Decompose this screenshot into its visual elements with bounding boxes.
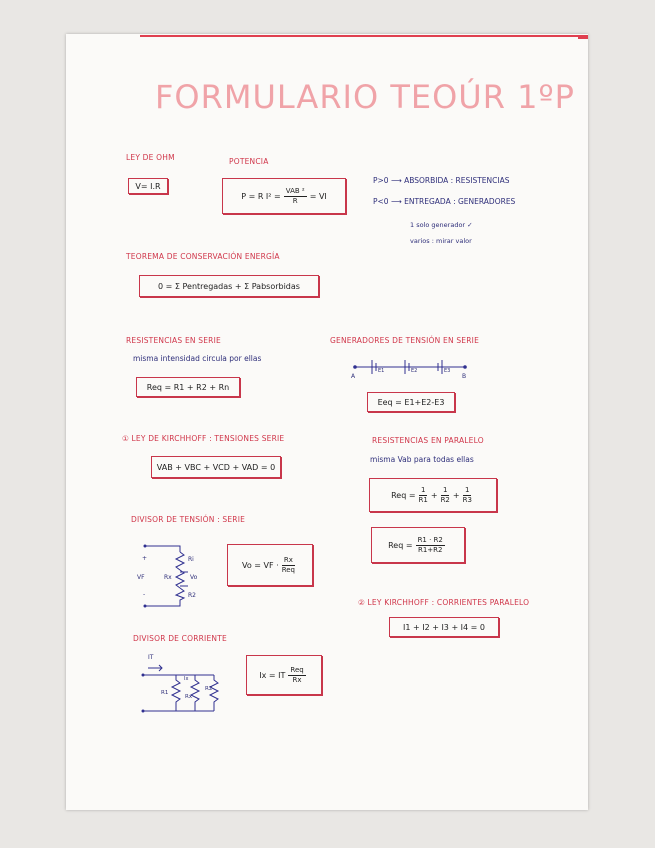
divisor-tension-num: Rx [283, 555, 293, 564]
resistor-r1-icon [172, 675, 180, 711]
vf-label: VF [137, 574, 145, 581]
divisor-tension-fraction [282, 556, 295, 575]
res-serie-formula: Req = R1 + R2 + Rn [136, 377, 240, 397]
term-2-den: R2 [440, 495, 450, 504]
label-e2: E2 [411, 368, 418, 374]
term-1 [419, 486, 428, 505]
resistor-ri-icon [176, 552, 184, 570]
r2-label: R2 [188, 592, 196, 599]
kirchhoff1-heading: ① LEY DE KIRCHHOFF : TENSIONES SERIE [122, 434, 285, 443]
r1-label: R1 [161, 690, 169, 696]
label-e1: E1 [378, 368, 385, 374]
ri-label: Ri [188, 556, 194, 563]
label-b: B [462, 373, 467, 380]
divisor-corriente-num: Req [290, 665, 304, 674]
node-a [353, 365, 357, 369]
res-serie-heading: RESISTENCIAS EN SERIE [126, 336, 221, 345]
sum-den: R1+R2 [417, 545, 443, 554]
divisor-corriente-den: Rx [292, 675, 302, 684]
ohm-heading: LEY DE OHM [126, 153, 175, 162]
gen-serie-formula: Eeq = E1+E2-E3 [367, 392, 455, 412]
res-paralelo-lhs: Req = [391, 490, 416, 500]
vf-plus: + [142, 555, 148, 562]
product-over-sum [416, 536, 445, 555]
term-1-num: 1 [420, 485, 426, 494]
kirchhoff1-formula: VAB + VBC + VCD + VAD = 0 [151, 456, 281, 478]
potencia-fraction-den: R [292, 196, 298, 205]
page-title: FORMULARIO TEOÚR 1ºP [155, 78, 575, 116]
page-top-red-line [140, 35, 588, 37]
res-paralelo-formula-2 [371, 527, 465, 563]
potencia-fraction [284, 187, 307, 206]
divisor-tension-formula [227, 544, 313, 586]
divisor-tension-lhs: Vo = VF · [241, 560, 279, 570]
divisor-corriente-lhs: Ix = IT [259, 670, 286, 680]
r2-label-corriente: R2 [205, 686, 213, 692]
plus-1: + [430, 490, 438, 500]
divisor-corriente-heading: DIVISOR DE CORRIENTE [133, 634, 227, 643]
page-corner-red-mark [578, 35, 588, 39]
res-serie-note: misma intensidad circula por ellas [133, 354, 262, 363]
res-paralelo-lhs-2: Req = [388, 540, 413, 550]
potencia-formula [222, 178, 346, 214]
resistor-r2-icon [145, 588, 184, 606]
gen-serie-heading: GENERADORES DE TENSIÓN EN SERIE [330, 336, 480, 345]
signo-absorbida: P>0 ⟶ ABSORBIDA : RESISTENCIAS [373, 176, 510, 185]
divisor-corriente-fraction [288, 666, 305, 685]
energia-heading: TEOREMA DE CONSERVACIÓN ENERGÍA [126, 252, 280, 261]
node-b [463, 365, 467, 369]
kirchhoff2-formula: I1 + I2 + I3 + I4 = 0 [389, 617, 499, 637]
divisor-corriente-formula [246, 655, 322, 695]
term-2-num: 1 [442, 485, 448, 494]
potencia-formula-right: = VI [309, 191, 327, 201]
res-paralelo-heading: RESISTENCIAS EN PARALELO [372, 436, 484, 445]
res-paralelo-note: misma Vab para todas ellas [370, 455, 474, 464]
vo-label: Vo [190, 574, 198, 581]
resistor-rx-icon [191, 675, 199, 711]
term-3-den: R3 [462, 495, 472, 504]
potencia-formula-left: P = R I² = [241, 191, 281, 201]
potencia-heading: POTENCIA [229, 157, 269, 166]
term-2 [441, 486, 450, 505]
nota-varios-generadores: varios : mirar valor [410, 237, 472, 245]
potencia-fraction-num: VAB ² [285, 186, 305, 195]
divisor-tension-heading: DIVISOR DE TENSIÓN : SERIE [131, 515, 246, 524]
it-label: IT [148, 654, 154, 661]
resistor-r2-icon [210, 675, 218, 711]
vf-minus: - [143, 591, 146, 598]
rx-label-corriente: Rx [185, 694, 193, 700]
divisor-tension-den: Req [281, 565, 295, 574]
divisor-tension-circuit [140, 542, 215, 612]
kirchhoff2-heading: ② LEY KIRCHHOFF : CORRIENTES PARALELO [358, 598, 530, 607]
label-a: A [351, 373, 356, 380]
signo-entregada: P<0 ⟶ ENTREGADA : GENERADORES [373, 197, 516, 206]
term-1-den: R1 [418, 495, 428, 504]
rx-label: Rx [164, 574, 172, 581]
product-num: R1 · R2 [417, 535, 443, 544]
energia-formula: 0 = Σ Pentregadas + Σ Pabsorbidas [139, 275, 319, 297]
divisor-corriente-circuit [140, 660, 230, 718]
nota-un-generador: 1 solo generador ✓ [410, 221, 473, 229]
ohm-formula: V= I.R [128, 178, 168, 194]
term-3 [463, 486, 472, 505]
term-3-num: 1 [465, 485, 470, 494]
plus-2: + [452, 490, 460, 500]
resistor-rx-icon [176, 570, 184, 588]
label-e3: E3 [444, 368, 451, 374]
res-paralelo-formula [369, 478, 497, 512]
ix-label: Ix [184, 676, 189, 682]
